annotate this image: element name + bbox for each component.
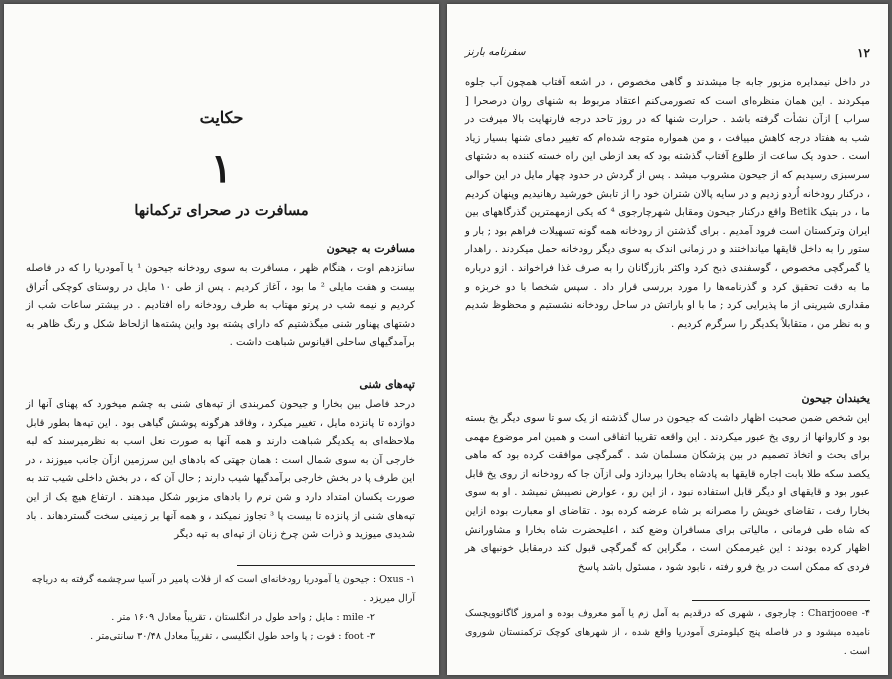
footnote-rule (692, 600, 870, 601)
chapter-number: ۱ (210, 145, 233, 192)
left-page (4, 4, 439, 675)
running-head: سفرنامه بارنز (465, 46, 526, 58)
page-number: ۱۲ (857, 46, 870, 60)
section-heading-dunes: تپه‌های شنی (359, 378, 415, 391)
footnote-4: Charjooee -۴ : چارجوی ، شهری که درقدیم به آمل زم یا آمو معروف بوده و امروز گاگانوویچسک نامیده میشود و در فاصله پنج کیلومتری آمودریا واقع شده ، از شهرهای کوچک ترکمنستان شوروی است . (465, 608, 870, 657)
part-title: حکایت (199, 108, 244, 127)
paragraph-journey: سانزدهم اوت ، هنگام ظهر ، مسافرت به سوی رودخانه جیحون ¹ یا آمودریا را که در فاصله بیست و هفت مایلی ² ما بود ، آغاز کردیم . پس از طی ۱۰ مایل در روستای کوچکی اُتراق کردیم و نیمه شب در پرتو مهتاب به طرف رودخانه راه افتادیم . در بیشتر ساعات شب از دشتهای پهناور شنی میگذشتیم که دارای پشته بود واین پشته‌ها ازلحاظ شکل و رنگ ظاهر به برآمدگیهای ساحلی اقیانوس شباهت داشت . (26, 263, 415, 349)
footnotes (26, 570, 415, 646)
section-heading-journey: مسافرت به جیحون (326, 242, 415, 255)
paragraph-dunes: درحد فاصل بین بخارا و جیحون کمربندی از تپه‌های شنی به چشم میخورد که پهنای آنها از دوازده تا پانزده مایل ، تغییر میکرد ، وفاقد هرگونه پوشش گیاهی بود . این تپه‌ها بطور قابل ملاحظه‌ای به یکدیگر شباهت دارند و همه آنها به صورت نعل اسب به نظرمیرسند که لبه خارجی آن به سوی شمال است : همان جهتی که بادهای این سرزمین ازآن جانب میوزند ، در این طرف پا در بخش خارجی برآمدگیها شیب دارند ; حال آن که ، در بخش داخلی شیب تند به صورت یکسان امتداد دارد و شن نرم را بادهای مزبور شکل میدهند . ارتفاع هیچ یک از این تپه‌های شنی از پانزده تا بیست پا ³ تجاوز نمیکند ، و همه آنها بر زمینی سخت گستردهاند . باد شدیدی میوزید و ذرات شن چرخ زنان از تپه‌ای به تپه دیگر (26, 399, 415, 541)
section-heading-ice: یخبندان جیحون (801, 392, 870, 405)
paragraph-ice: این شخص ضمن صحبت اظهار داشت که جیحون در سال گذشته از یک سو تا سوی دیگر یخ بسته بود و کاروانها از روی یخ عبور میکردند . این واقعه تقریبا اتفاقی است و همین امر موضوع مهمی برای بحث و اتخاذ تصمیم در بین پزشکان مسلمان شد . گمرگچی موافقت کرده بود که ماهی یکصد سکه طلا بابت اجاره قایقها به پادشاه بخارا بپردازد ولی ازآن جا که رودخانه از روی یخ قابل عبور بود و قایقهای او دیگر قابل استفاده نبود ، از این رو ، عوارض نصیبش نمیشد . او به سوی بخارا رفت ، تقاضای خویش را مصرانه بر شاه عرضه کرده بود . تقاضای او معبارت بوده ازاین که شاه طی فرمانی ، مالیاتی برای مسافران وضع کند ، اعلیحضرت شاه بخارا و مشاورانش اظهار کرده بودند : این غیرممکن است ، مگراین که گمرگچی قبول کند درمقابل خونبهای هر فردی که ممکن است در یخ فرو رفته ، نابود شود ، مسئول باشد پاسخ (465, 413, 870, 573)
footnote-1: Oxus -۱ : جیحون یا آمودریا رودخانه‌ای است که از فلات پامیر در آسیا سرچشمه گرفته به دریاچه آرال میریزد . (31, 574, 415, 604)
footnote-rule (237, 565, 415, 566)
right-page (447, 4, 888, 675)
paragraph-sands: در داخل نیمدایره مزبور جابه جا میشدند و گاهی مخصوص ، در اشعه آفتاب همچون آب جلوه میکردند . این همان منظره‌ای است که تصورمی‌کنم اعتقاد مربوط به شنهای روان درصحرا [ سراب ] ازآن نشأت گرفته باشد . حرارت شنها که در روز تاحد درجه فارنهایت بالا میرفت در شب به هفتاد درجه کاهش مییافت ، و من همواره متوجه شده‌ام که تغییر دمای شنها بسیار زیاد است . حدود یک ساعت از طلوع آفتاب گذشته بود که بعد ازطی این راه خسته کننده به دشتهای سرسبزی رسیدیم که از جیحون مشروب میشد . پس از گردش در حدود چهار مایل در این حوالی ، درکنار رودخانه اُردو زدیم و در سایه پالان شتران خود را از تابش خورشید رهانیدیم وپنهان کردیم ما ، در بتیک Betik واقع درکنار جیحون ومقابل شهرچارجوی ⁴ که یکی ازمهمترین گذرگاههای بین ایران وترکستان است فرود آمدیم . برای گذشتن از رودخانه همه گونه تسهیلات فراهم بود ; بار و ستور را به داخل قایقها میانداختند و در زمانی اندک به سوی دیگر رودخانه حمل میکردند . راهدار یا گمرگچی مخصوص ، گوسفندی ذبح کرد واکثر بازرگانان را به صرف غذا فراخواند . ازو درباره ما به دقت تحقیق کرد و گذرنامه‌ها را مورد بررسی قرار داد . سپس شخصا با دو خربزه و مقداری شیرینی از ما پذیرایی کرد ; ما با او باراتش در ساحل رودخانه نشستیم و محظوظ شدیم و به نظر من ، متقابلاً یکدیگر را سرگرم کردیم . (465, 77, 870, 330)
chapter-title: مسافرت در صحرای ترکمانها (134, 202, 309, 219)
footnote-3: foot -۳ : فوت ; پا واحد طول انگلیسی ، تقریباً معادل ۳۰/۴۸ سانتی‌متر . (90, 631, 375, 642)
footnote-2: mile -۲ : مایل ; واحد طول در انگلستان ، تقریباً معادل ۱۶۰۹ متر . (111, 612, 375, 623)
